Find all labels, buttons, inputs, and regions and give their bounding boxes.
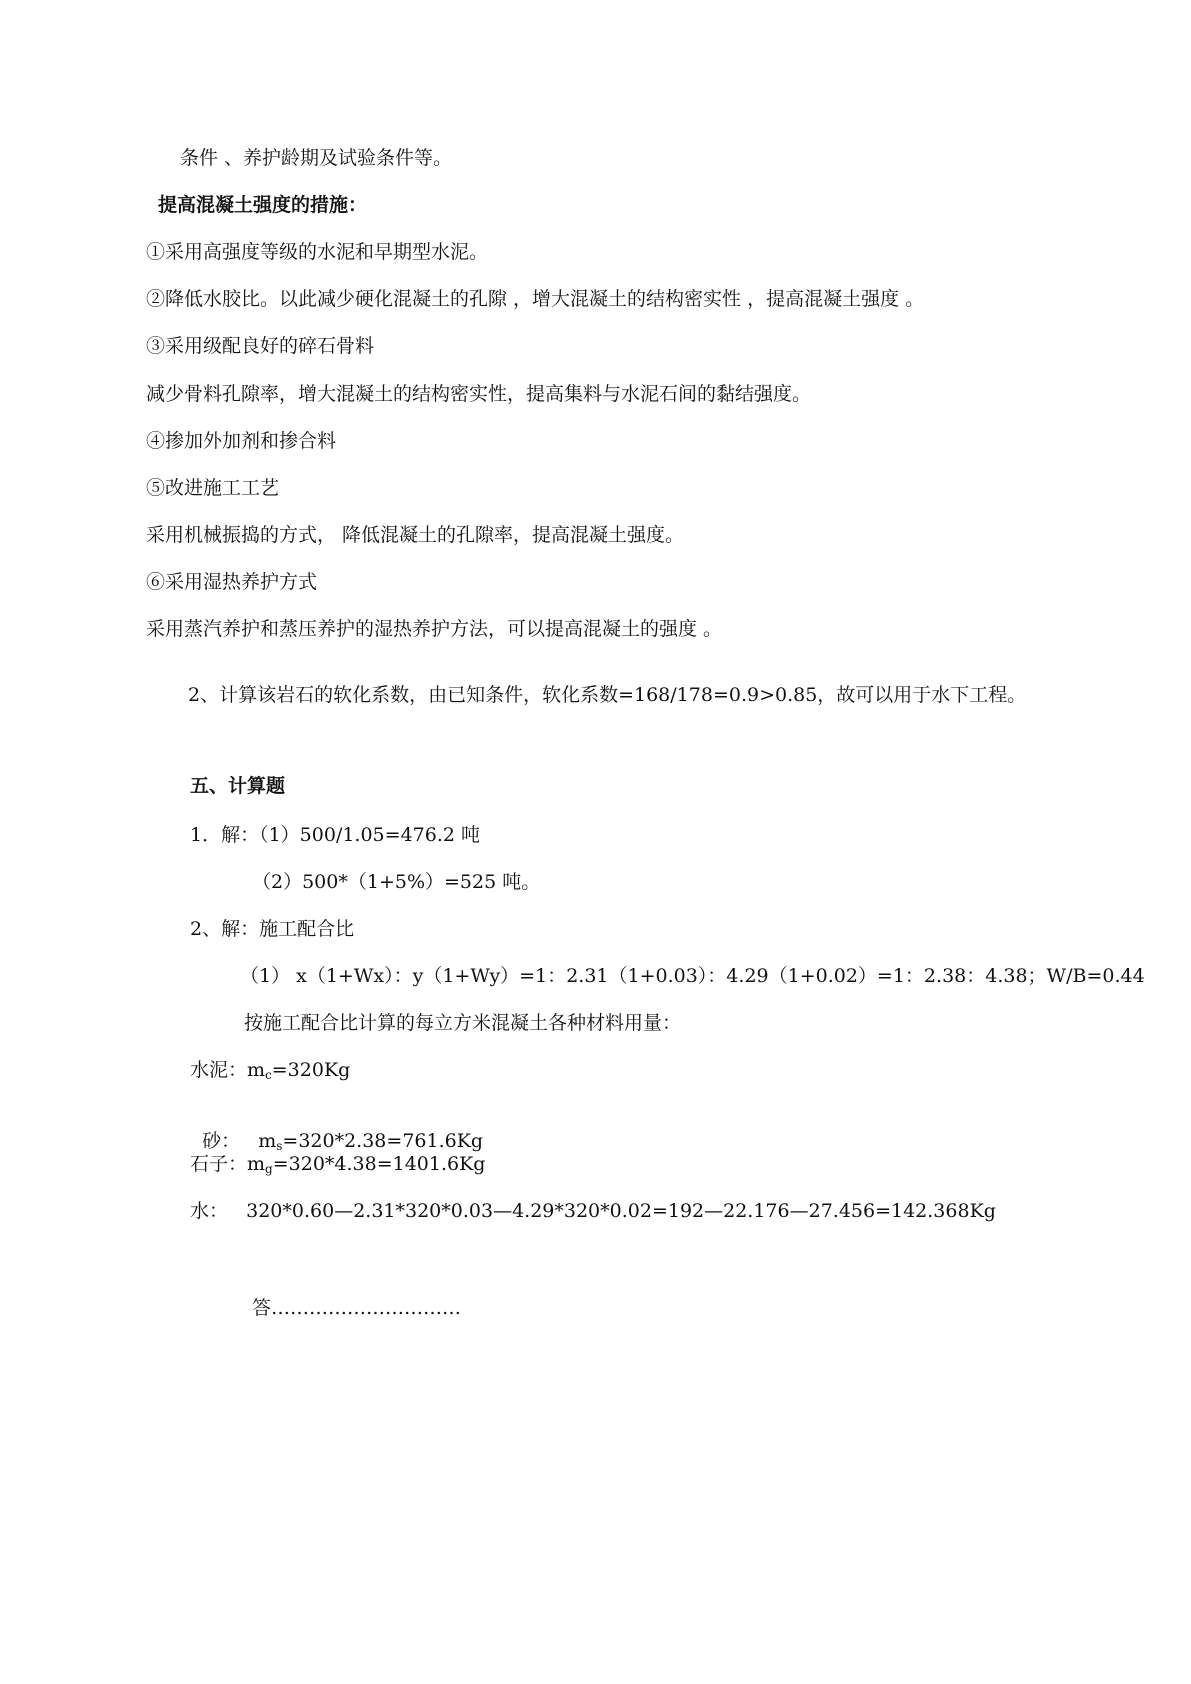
- text-segment: =320Kg: [271, 1059, 351, 1081]
- text-line: 水： 320*0.60—2.31*320*0.03—4.29*320*0.02=192—22.176—27.456=142.368Kg: [190, 1200, 996, 1222]
- text-line: [190, 1105, 483, 1153]
- subscript: c: [265, 1068, 272, 1082]
- text-line: 2、解：施工配合比: [190, 918, 355, 940]
- text-line: ⑥采用湿热养护方式: [146, 571, 318, 593]
- text-line: ①采用高强度等级的水泥和早期型水泥。: [146, 241, 489, 263]
- text-line: （2）500*（1+5%）=525 吨。: [252, 871, 541, 893]
- text-segment: 水泥：m: [190, 1059, 266, 1081]
- text-segment: =320*4.38=1401.6Kg: [272, 1153, 486, 1175]
- text-line: ④掺加外加剂和掺合料: [146, 430, 337, 452]
- text-line: ②降低水胶比。以此减少硬化混凝土的孔隙 ，增大混凝土的结构密实性 ，提高混凝土强度 。: [146, 288, 925, 310]
- text-line: 采用蒸汽养护和蒸压养护的湿热养护方法，可以提高混凝土的强度 。: [146, 618, 723, 640]
- text-line: 减少骨料孔隙率，增大混凝土的结构密实性，提高集料与水泥石间的黏结强度。: [146, 383, 812, 405]
- section-heading: 提高混凝土强度的措施：: [158, 194, 368, 216]
- text-line: 2、计算该岩石的软化系数，由已知条件，软化系数=168/178=0.9>0.85，故可以用于水下工程。: [188, 684, 1027, 706]
- text-line: 采用机械振捣的方式， 降低混凝土的孔隙率，提高混凝土强度。: [146, 524, 685, 546]
- text-line: 答…………………………: [252, 1297, 462, 1319]
- text-segment: 砂： m: [202, 1130, 277, 1152]
- text-line: 1．解：（1）500/1.05=476.2 吨: [190, 824, 481, 846]
- text-line: （1） x（1+Wx）：y（1+Wy）=1：2.31（1+0.03）：4.29（1+0.02）=1：2.38：4.38；W/B=0.44: [240, 965, 1145, 987]
- text-line: [190, 1152, 485, 1176]
- subscript: g: [265, 1162, 273, 1176]
- section-heading: 五、计算题: [190, 775, 286, 797]
- text-line: 条件 、养护龄期及试验条件等。: [180, 147, 453, 169]
- text-line: 按施工配合比计算的每立方米混凝土各种材料用量：: [244, 1012, 682, 1034]
- text-line: ③采用级配良好的碎石骨料: [146, 335, 375, 357]
- text-segment: 石子：m: [190, 1153, 266, 1175]
- subscript: s: [276, 1139, 283, 1153]
- text-segment: =320*2.38=761.6Kg: [282, 1130, 484, 1152]
- text-line: ⑤改进施工工艺: [146, 477, 280, 499]
- text-line: [190, 1058, 350, 1082]
